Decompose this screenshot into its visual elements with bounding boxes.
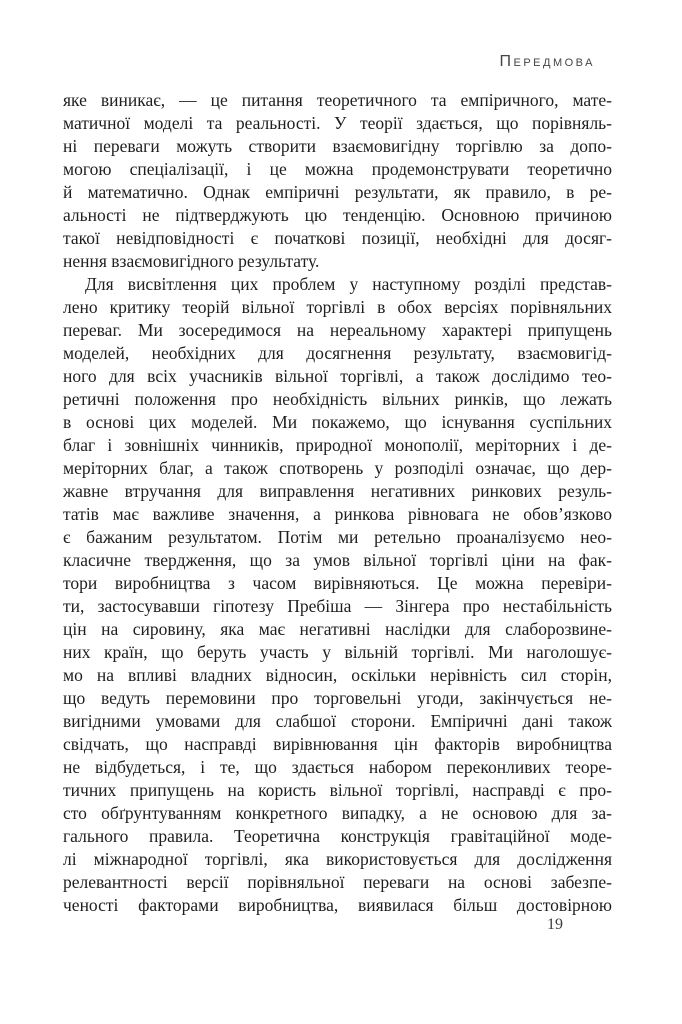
text-line: нення взаємовигідного результату. xyxy=(63,251,320,271)
running-header: Передмова xyxy=(499,53,595,70)
text-line: ні переваги можуть створити взаємовигідну торгівлю за допо- xyxy=(63,136,612,156)
text-line: не відбудеться, і те, що здається набором переконливих теоре- xyxy=(63,757,612,777)
text-line: жавне втручання для виправлення негативних ринкових резуль- xyxy=(63,481,612,501)
text-line: яке виникає, — це питання теоретичного та емпіричного, мате- xyxy=(63,90,612,110)
text-line: Для висвітлення цих проблем у наступному розділі представ- xyxy=(85,274,612,294)
text-line: сто обґрунтуванням конкретного випадку, а не основою для за- xyxy=(63,803,612,823)
text-line: могою спеціалізації, і це можна продемонструвати теоретично xyxy=(63,159,612,179)
text-line: матичної моделі та реальності. У теорії здається, що порівняль- xyxy=(63,113,612,133)
text-line: релевантності версії порівняльної переваги на основі забезпе- xyxy=(63,872,612,892)
text-line: ченості факторами виробництва, виявилася більш достовірною xyxy=(63,895,612,915)
page-number: 19 xyxy=(547,916,563,933)
text-line: й математично. Однак емпіричні результати, як правило, в ре- xyxy=(63,182,612,202)
text-line: такої невідповідності є початкові позиції, необхідні для досяг- xyxy=(63,228,612,248)
text-line: тичних припущень на користь вільної торгівлі, насправді є про- xyxy=(63,780,612,800)
text-line: гального правила. Теоретична конструкція гравітаційної моде- xyxy=(63,826,612,846)
text-line: ретичні положення про необхідність вільних ринків, що лежать xyxy=(63,389,612,409)
text-line: тори виробництва з часом вирівняються. Це можна перевіри- xyxy=(63,573,612,593)
text-line: моделей, необхідних для досягнення результату, взаємовигід- xyxy=(63,343,612,363)
text-line: лі міжнародної торгівлі, яка використовується для дослідження xyxy=(63,849,612,869)
text-line: меріторних благ, а також спотворень у розподілі означає, що дер- xyxy=(63,458,612,478)
text-line: ти, застосувавши гіпотезу Пребіша — Зінгера про нестабільність xyxy=(63,596,612,616)
text-line: альності не підтверджують цю тенденцію. Основною причиною xyxy=(63,205,612,225)
text-line: класичне твердження, що за умов вільної торгівлі ціни на фак- xyxy=(63,550,612,570)
text-line: мо на впливі владних відносин, оскільки нерівність сил сторін, xyxy=(63,665,612,685)
text-line: цін на сировину, яка має негативні наслідки для слаборозвине- xyxy=(63,619,612,639)
body-text xyxy=(63,89,612,917)
paragraph xyxy=(63,89,612,273)
text-line: ного для всіх учасників вільної торгівлі, а також дослідимо тео- xyxy=(63,366,612,386)
text-line: вигідними умовами для слабшої сторони. Емпіричні дані також xyxy=(63,711,612,731)
text-line: свідчать, що насправді вирівнювання цін факторів виробництва xyxy=(63,734,612,754)
text-line: переваг. Ми зосередимося на нереальному характері припущень xyxy=(63,320,612,340)
text-line: лено критику теорій вільної торгівлі в обох версіях порівняльних xyxy=(63,297,612,317)
text-line: благ і зовнішніх чинників, природної монополії, меріторних і де- xyxy=(63,435,612,455)
paragraph xyxy=(63,273,612,917)
text-line: є бажаним результатом. Потім ми ретельно проаналізуємо нео- xyxy=(63,527,612,547)
text-line: них країн, що беруть участь у вільній торгівлі. Ми наголошує- xyxy=(63,642,612,662)
text-line: татів має важливе значення, а ринкова рівновага не обов’язково xyxy=(63,504,612,524)
text-line: що ведуть перемовини про торговельні угоди, закінчується не- xyxy=(63,688,612,708)
text-line: в основі цих моделей. Ми покажемо, що існування суспільних xyxy=(63,412,612,432)
